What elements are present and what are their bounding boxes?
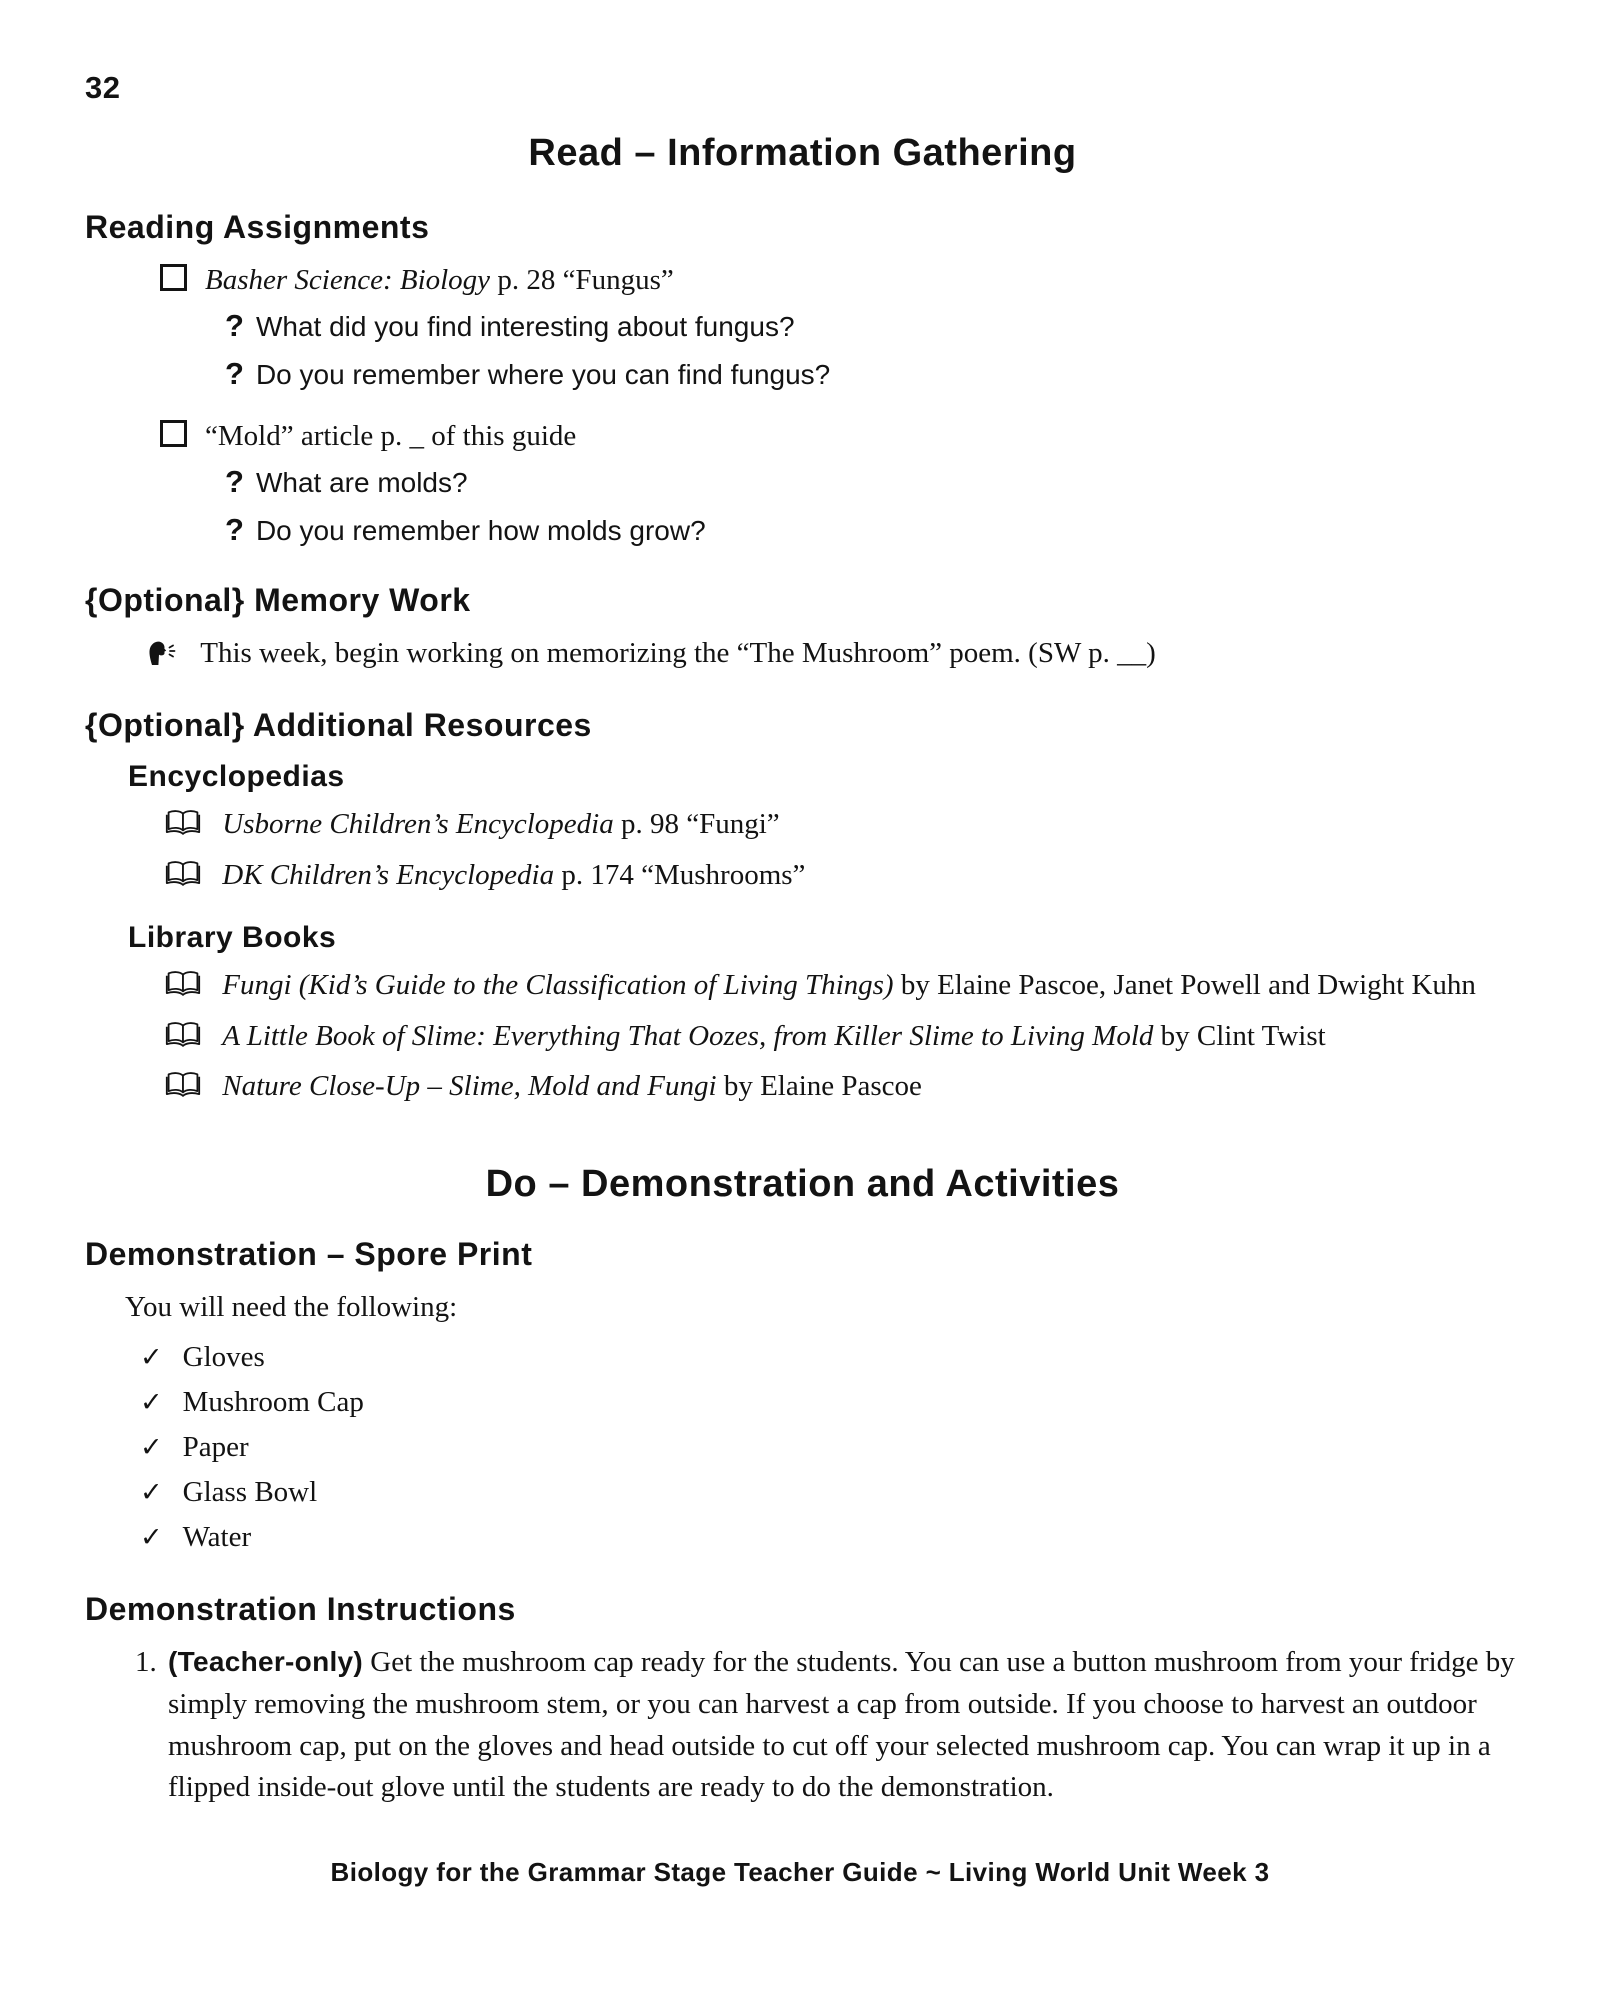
book-reference: p. 98 “Fungi” <box>613 808 780 841</box>
supply-label: Water <box>182 1521 252 1554</box>
reading-assignments-heading: Reading Assignments <box>85 209 430 245</box>
checkbox-icon <box>160 264 187 291</box>
supply-item <box>140 1382 1520 1422</box>
checkmark-icon: ✓ <box>140 1387 163 1419</box>
book-title: Nature Close-Up – Slime, Mold and Fungi <box>222 1070 717 1103</box>
library-book-item <box>165 1066 1520 1111</box>
step-number: 1. <box>135 1646 157 1679</box>
reading-assignment-item <box>160 260 1520 300</box>
book-author: by Clint Twist <box>1153 1019 1326 1052</box>
book-title: DK Children’s Encyclopedia <box>222 858 555 891</box>
discussion-question <box>225 460 1520 504</box>
teacher-only-label: (Teacher-only) <box>168 1646 364 1678</box>
open-book-icon <box>165 1024 208 1056</box>
open-book-icon <box>165 973 208 1005</box>
open-book-icon <box>165 863 208 895</box>
book-title: Fungi (Kid’s Guide to the Classification of Living Things) <box>222 969 894 1002</box>
encyclopedia-item <box>165 855 1520 900</box>
discussion-question <box>225 352 1520 396</box>
page-number: 32 <box>85 70 121 105</box>
additional-resources-heading: {Optional} Additional Resources <box>85 707 592 744</box>
question-icon: ? <box>225 308 244 344</box>
checkmark-icon: ✓ <box>140 1477 163 1509</box>
library-book-item <box>165 965 1520 1010</box>
book-author: by Elaine Pascoe <box>716 1070 922 1103</box>
supply-item <box>140 1337 1520 1377</box>
supply-item <box>140 1472 1520 1512</box>
supplies-intro: You will need the following: <box>125 1291 458 1324</box>
reading-reference: p. 28 “Fungus” <box>490 264 674 296</box>
book-author: by Elaine Pascoe, Janet Powell and Dwight Kuhn <box>893 969 1476 1002</box>
reading-assignment-item <box>160 416 1520 456</box>
supply-item <box>140 1427 1520 1467</box>
instructions-heading: Demonstration Instructions <box>85 1591 516 1628</box>
open-book-icon <box>165 1074 208 1106</box>
discussion-question <box>225 304 1520 348</box>
step-text: Get the mushroom cap ready for the students. You can use a button mushroom from your fridge by simply removing the mushroom stem, or you can harvest a cap from outside. If you choose to harvest an outdoor mushroom cap, put on the gloves and head outside to cut off your selected mushroom cap. You can wrap it up in a flipped inside-out glove until the students are ready to do the demonstration. <box>168 1646 1515 1804</box>
checkmark-icon: ✓ <box>140 1342 163 1374</box>
book-title: Usborne Children’s Encyclopedia <box>222 808 614 841</box>
spore-print-heading: Demonstration – Spore Print <box>85 1236 533 1273</box>
checkmark-icon: ✓ <box>140 1522 163 1554</box>
question-icon: ? <box>225 512 244 548</box>
supply-label: Glass Bowl <box>182 1476 318 1509</box>
supply-item <box>140 1517 1520 1557</box>
do-section-title: Do – Demonstration and Activities <box>485 1163 1120 1206</box>
supply-label: Paper <box>182 1431 249 1464</box>
library-book-item <box>165 1016 1520 1061</box>
encyclopedias-heading: Encyclopedias <box>128 760 345 794</box>
instruction-step <box>135 1642 1520 1809</box>
book-title: A Little Book of Slime: Everything That Oozes, from Killer Slime to Living Mold <box>222 1019 1154 1052</box>
question-text: What did you find interesting about fungus? <box>255 311 795 343</box>
question-text: Do you remember where you can find fungus? <box>255 359 831 391</box>
page-footer: Biology for the Grammar Stage Teacher Guide ~ Living World Unit Week 3 <box>330 1857 1270 1887</box>
question-icon: ? <box>225 356 244 392</box>
speaking-head-icon <box>145 641 184 673</box>
question-text: Do you remember how molds grow? <box>255 515 706 547</box>
memory-work-heading: {Optional} Memory Work <box>85 582 471 619</box>
supply-label: Gloves <box>182 1341 265 1374</box>
book-title: Basher Science: Biology <box>205 264 491 296</box>
question-text: What are molds? <box>255 467 468 499</box>
book-reference: p. 174 “Mushrooms” <box>554 858 806 891</box>
memory-work-text: This week, begin working on memorizing the “The Mushroom” poem. (SW p. __) <box>200 637 1156 670</box>
open-book-icon <box>165 812 208 844</box>
question-icon: ? <box>225 464 244 500</box>
encyclopedia-item <box>165 804 1520 849</box>
reading-reference: “Mold” article p. _ of this guide <box>205 420 577 453</box>
checkmark-icon: ✓ <box>140 1432 163 1464</box>
supply-label: Mushroom Cap <box>182 1386 364 1419</box>
read-section-title: Read – Information Gathering <box>528 132 1077 174</box>
checkbox-icon <box>160 420 187 447</box>
memory-work-item <box>145 633 1520 677</box>
library-books-heading: Library Books <box>128 921 337 955</box>
discussion-question <box>225 508 1520 552</box>
